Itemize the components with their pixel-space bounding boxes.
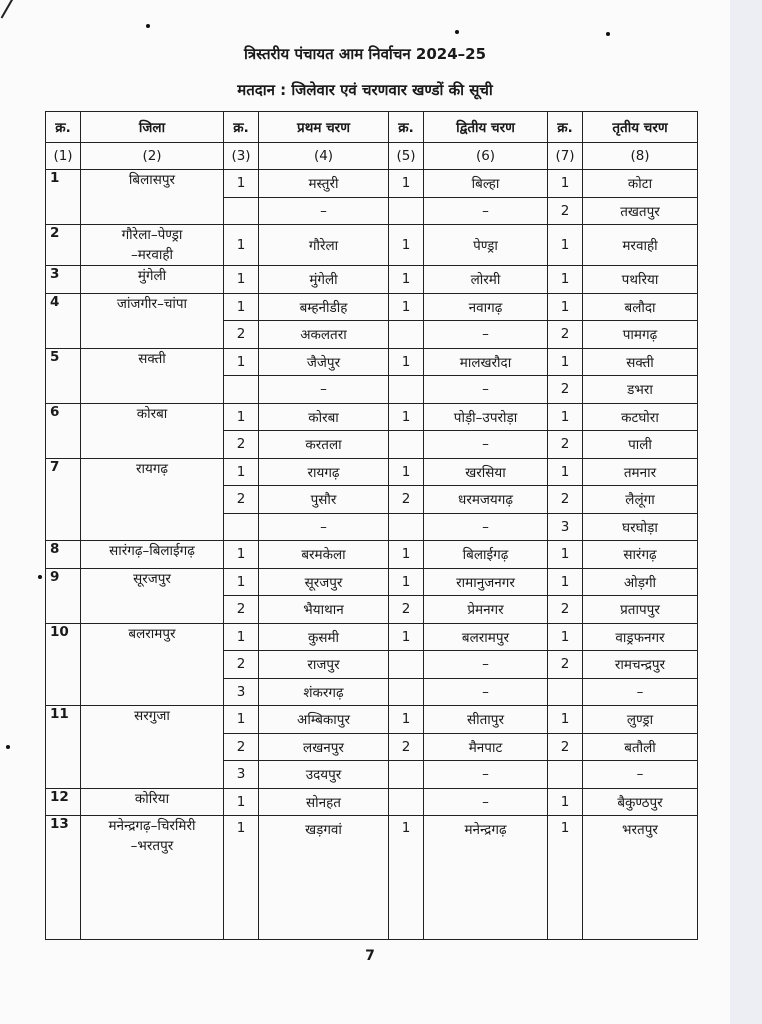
district-name: [81, 293, 224, 348]
district-serial: 11: [46, 706, 81, 789]
phase3-serial: 2: [548, 376, 583, 404]
phase3-block: वाड्रफनगर: [583, 623, 698, 651]
table-row: [46, 170, 698, 198]
phase2-block: बलरामपुर: [424, 623, 548, 651]
phase1-block: सूरजपुर: [259, 568, 389, 596]
column-number: (1): [46, 143, 81, 170]
phase3-block: रामचन्द्रपुर: [583, 651, 698, 679]
district-serial: 6: [46, 403, 81, 458]
phase1-block: लखनपुर: [259, 733, 389, 761]
phase2-serial: 1: [389, 816, 424, 940]
phase3-block: पथरिया: [583, 266, 698, 294]
phase1-block: शंकरगढ़: [259, 678, 389, 706]
phase2-serial: [389, 678, 424, 706]
phase3-block: डभरा: [583, 376, 698, 404]
district-name: [81, 623, 224, 706]
phase2-serial: 2: [389, 733, 424, 761]
district-name: [81, 541, 224, 569]
phase3-serial: 1: [548, 293, 583, 321]
district-name-line: सारंगढ़–बिलाईगढ़: [109, 543, 195, 559]
phase3-serial: 2: [548, 651, 583, 679]
district-name-line: कोरिया: [134, 790, 170, 807]
phase2-serial: 1: [389, 225, 424, 266]
scan-margin: [730, 0, 762, 1024]
phase3-serial: 1: [548, 403, 583, 431]
phase3-serial: 1: [548, 816, 583, 940]
district-name-line: सरगुजा: [134, 708, 170, 724]
table-row: [46, 293, 698, 321]
phase3-serial: [548, 761, 583, 789]
phase3-block: लैलूंगा: [583, 486, 698, 514]
district-name-line: सूरजपुर: [133, 570, 171, 587]
district-serial: 5: [46, 348, 81, 403]
district-name-line: –मरवाही: [130, 247, 173, 263]
district-serial: 8: [46, 541, 81, 569]
phase1-serial: 1: [224, 458, 259, 486]
phase3-serial: 1: [548, 788, 583, 816]
phase1-block: जैजेपुर: [259, 348, 389, 376]
table-row: [46, 788, 698, 816]
scan-speck: [455, 30, 459, 34]
phase2-serial: 1: [389, 458, 424, 486]
phase2-block: मनेन्द्रगढ़: [424, 816, 548, 940]
phase2-block: प्रेमनगर: [424, 596, 548, 624]
phase1-serial: 1: [224, 788, 259, 816]
phase1-serial: 1: [224, 293, 259, 321]
phase2-block: –: [424, 376, 548, 404]
phase3-serial: 1: [548, 568, 583, 596]
phase3-serial: 1: [548, 266, 583, 294]
phase2-serial: [389, 651, 424, 679]
phase2-serial: 1: [389, 266, 424, 294]
phase2-block: बिल्हा: [424, 170, 548, 198]
column-number: (5): [389, 143, 424, 170]
district-name-line: सक्ती: [138, 350, 166, 367]
phase3-block: सक्ती: [583, 348, 698, 376]
header-serial-phase1: क्र.: [224, 112, 259, 143]
phase1-block: बरमकेला: [259, 541, 389, 569]
phase2-block: –: [424, 788, 548, 816]
phase1-block: उदयपुर: [259, 761, 389, 789]
phase1-serial: 2: [224, 596, 259, 624]
phase1-block: कुसमी: [259, 623, 389, 651]
phase2-block: पोड़ी–उपरोड़ा: [424, 403, 548, 431]
phase2-block: –: [424, 678, 548, 706]
phase3-block: लुण्ड्रा: [583, 706, 698, 734]
district-serial: 9: [46, 568, 81, 623]
phase2-serial: 2: [389, 596, 424, 624]
phase1-serial: 2: [224, 486, 259, 514]
phase3-block: कटघोरा: [583, 403, 698, 431]
phase3-block: प्रतापपुर: [583, 596, 698, 624]
district-name-line: कोरबा: [136, 405, 168, 422]
phase1-block: बम्हनीडीह: [259, 293, 389, 321]
district-name: [81, 170, 224, 225]
phase2-serial: 1: [389, 403, 424, 431]
header-serial-phase2: क्र.: [389, 112, 424, 143]
table-row: [46, 348, 698, 376]
phase3-block: बलौदा: [583, 293, 698, 321]
phase2-serial: [389, 788, 424, 816]
district-name-line: रायगढ़: [135, 460, 169, 477]
phase1-serial: 1: [224, 403, 259, 431]
phase2-block: सीतापुर: [424, 706, 548, 734]
scan-speck: [38, 575, 42, 579]
district-name-line: –भरतपुर: [130, 838, 174, 854]
phase2-block: मैनपाट: [424, 733, 548, 761]
phase1-serial: 1: [224, 225, 259, 266]
district-serial: 4: [46, 293, 81, 348]
phase2-block: –: [424, 197, 548, 225]
phase2-serial: 2: [389, 486, 424, 514]
phase1-serial: 3: [224, 678, 259, 706]
phase2-block: –: [424, 321, 548, 349]
header-district: जिला: [81, 112, 224, 143]
district-name-line: बलरामपुर: [128, 625, 176, 642]
phase1-block: गौरेला: [259, 225, 389, 266]
phase2-block: बिलाईगढ़: [424, 541, 548, 569]
district-serial: 2: [46, 225, 81, 266]
phase1-block: कोरबा: [259, 403, 389, 431]
phase3-block: भरतपुर: [583, 816, 698, 940]
phase3-block: –: [583, 678, 698, 706]
phase2-block: –: [424, 651, 548, 679]
district-name-line: बिलासपुर: [128, 172, 176, 188]
phase2-block: –: [424, 513, 548, 541]
phase1-block: रायगढ़: [259, 458, 389, 486]
phase1-serial: 2: [224, 431, 259, 459]
phase3-serial: 2: [548, 486, 583, 514]
scan-speck: [6, 745, 10, 749]
phase3-block: बतौली: [583, 733, 698, 761]
phase3-block: –: [583, 761, 698, 789]
table-row: [46, 568, 698, 596]
district-serial: 10: [46, 623, 81, 706]
phase3-serial: 1: [548, 623, 583, 651]
table-header-row: [46, 112, 698, 143]
phase2-serial: 1: [389, 541, 424, 569]
district-name: [81, 816, 224, 940]
phase1-block: भैयाथान: [259, 596, 389, 624]
phase3-serial: 1: [548, 225, 583, 266]
phase1-serial: 1: [224, 568, 259, 596]
column-number: (6): [424, 143, 548, 170]
district-name: [81, 266, 224, 294]
phase3-serial: 2: [548, 431, 583, 459]
phase3-serial: 3: [548, 513, 583, 541]
phase3-serial: 2: [548, 733, 583, 761]
phase3-block: घरघोड़ा: [583, 513, 698, 541]
district-name: [81, 225, 224, 266]
phase1-serial: 2: [224, 651, 259, 679]
table-row: [46, 816, 698, 940]
phase2-block: नवागढ़: [424, 293, 548, 321]
district-name: [81, 458, 224, 541]
phase3-serial: 1: [548, 348, 583, 376]
phase1-block: पुसौर: [259, 486, 389, 514]
phase1-serial: 1: [224, 623, 259, 651]
district-serial: 7: [46, 458, 81, 541]
phase1-block: मुंगेली: [259, 266, 389, 294]
phase2-serial: [389, 197, 424, 225]
phase3-block: कोटा: [583, 170, 698, 198]
phase2-serial: 1: [389, 568, 424, 596]
phase3-serial: 1: [548, 170, 583, 198]
phase3-serial: 1: [548, 706, 583, 734]
phase2-serial: [389, 513, 424, 541]
phase-wise-block-table: [45, 111, 698, 940]
header-phase1: प्रथम चरण: [259, 112, 389, 143]
phase1-serial: 2: [224, 321, 259, 349]
phase3-serial: 2: [548, 596, 583, 624]
page-number: 7: [365, 948, 375, 964]
phase3-block: बैकुण्ठपुर: [583, 788, 698, 816]
phase3-serial: [548, 678, 583, 706]
phase1-serial: 2: [224, 733, 259, 761]
phase1-block: अम्बिकापुर: [259, 706, 389, 734]
district-name-line: जांजगीर–चांपा: [116, 295, 188, 312]
document-title: त्रिस्तरीय पंचायत आम निर्वाचन 2024–25: [243, 45, 487, 63]
table-row: [46, 225, 698, 266]
phase1-block: –: [259, 376, 389, 404]
header-phase2: द्वितीय चरण: [424, 112, 548, 143]
phase1-serial: 1: [224, 266, 259, 294]
phase1-serial: 1: [224, 170, 259, 198]
phase1-serial: [224, 376, 259, 404]
column-number: (8): [583, 143, 698, 170]
phase3-serial: 1: [548, 541, 583, 569]
table-row: [46, 706, 698, 734]
district-name-line: गौरेला–पेण्ड्रा: [121, 227, 183, 243]
scan-speck: [146, 24, 150, 28]
phase2-serial: [389, 376, 424, 404]
phase2-block: रामानुजनगर: [424, 568, 548, 596]
phase2-serial: 1: [389, 706, 424, 734]
district-name-line: मनेन्द्रगढ़–चिरमिरी: [108, 818, 196, 834]
district-name: [81, 403, 224, 458]
table-row: [46, 623, 698, 651]
district-serial: 12: [46, 788, 81, 816]
district-serial: 1: [46, 170, 81, 225]
phase1-serial: 1: [224, 348, 259, 376]
phase2-block: –: [424, 431, 548, 459]
phase3-block: तखतपुर: [583, 197, 698, 225]
phase1-block: सोनहत: [259, 788, 389, 816]
header-serial: क्र.: [46, 112, 81, 143]
phase3-block: पाली: [583, 431, 698, 459]
phase3-block: मरवाही: [583, 225, 698, 266]
phase3-block: पामगढ़: [583, 321, 698, 349]
district-serial: 3: [46, 266, 81, 294]
phase2-block: लोरमी: [424, 266, 548, 294]
district-name: [81, 348, 224, 403]
phase3-block: तमनार: [583, 458, 698, 486]
phase2-serial: 1: [389, 170, 424, 198]
column-number: (3): [224, 143, 259, 170]
table-row: [46, 541, 698, 569]
phase2-block: –: [424, 761, 548, 789]
phase1-serial: 1: [224, 541, 259, 569]
phase2-serial: 1: [389, 348, 424, 376]
phase1-block: खड़गवां: [259, 816, 389, 940]
phase3-serial: 2: [548, 321, 583, 349]
phase3-block: ओड़गी: [583, 568, 698, 596]
scan-speck: [606, 32, 610, 36]
phase3-serial: 2: [548, 197, 583, 225]
district-name: [81, 568, 224, 623]
column-number: (7): [548, 143, 583, 170]
phase2-serial: 1: [389, 293, 424, 321]
phase1-block: राजपुर: [259, 651, 389, 679]
phase1-block: –: [259, 513, 389, 541]
district-name: [81, 706, 224, 789]
scan-mark: [1, 0, 18, 18]
phase3-serial: 1: [548, 458, 583, 486]
phase1-block: अकलतरा: [259, 321, 389, 349]
phase2-block: पेण्ड्रा: [424, 225, 548, 266]
table-row: [46, 403, 698, 431]
phase3-block: सारंगढ़: [583, 541, 698, 569]
phase2-block: धरमजयगढ़: [424, 486, 548, 514]
district-serial: 13: [46, 816, 81, 940]
header-serial-phase3: क्र.: [548, 112, 583, 143]
phase1-block: करतला: [259, 431, 389, 459]
phase1-serial: 1: [224, 706, 259, 734]
phase1-block: –: [259, 197, 389, 225]
phase2-serial: 1: [389, 623, 424, 651]
header-phase3: तृतीय चरण: [583, 112, 698, 143]
phase1-serial: [224, 513, 259, 541]
phase2-serial: [389, 321, 424, 349]
district-name: [81, 788, 224, 816]
phase2-serial: [389, 431, 424, 459]
phase1-block: मस्तुरी: [259, 170, 389, 198]
phase2-serial: [389, 761, 424, 789]
column-number-row: [46, 143, 698, 170]
phase2-block: खरसिया: [424, 458, 548, 486]
table-row: [46, 458, 698, 486]
phase1-serial: 1: [224, 816, 259, 940]
district-name-line: मुंगेली: [137, 268, 167, 284]
column-number: (2): [81, 143, 224, 170]
column-number: (4): [259, 143, 389, 170]
document-subtitle: मतदान : जिलेवार एवं चरणवार खण्डों की सूची: [237, 81, 493, 99]
phase2-block: मालखरौदा: [424, 348, 548, 376]
table-row: [46, 266, 698, 294]
phase1-serial: [224, 197, 259, 225]
phase1-serial: 3: [224, 761, 259, 789]
